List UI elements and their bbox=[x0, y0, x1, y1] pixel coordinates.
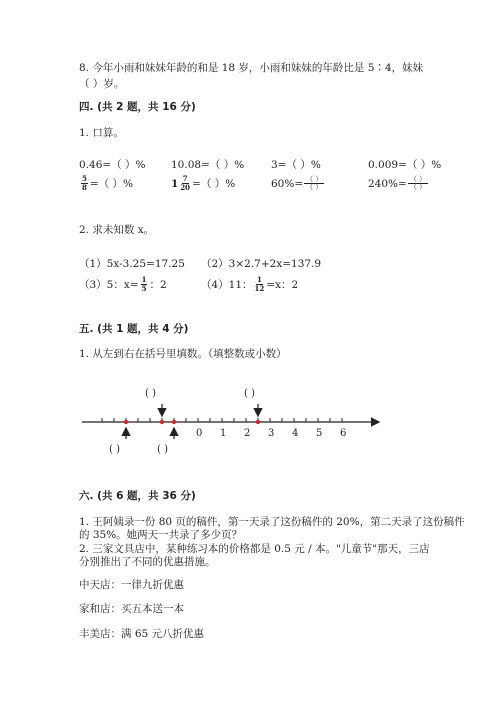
number-line-figure bbox=[0, 380, 500, 460]
red-point bbox=[160, 420, 164, 424]
q2-line2: 分别推出了不同的优惠措施。 bbox=[79, 556, 216, 568]
equation-4: （4）11： $\frac{1}{12}$ =x：2 bbox=[201, 275, 299, 293]
red-point bbox=[124, 420, 128, 424]
fraction-1-12: $\frac{1}{12}$ bbox=[254, 275, 265, 293]
store-fengmei: 丰美店：满 65 元八折优惠 bbox=[79, 628, 205, 640]
blank-fraction: （ ） （ ） bbox=[306, 175, 323, 191]
q8-line2: （ ）岁。 bbox=[79, 78, 125, 90]
q1-line2: 的 35%。她两天一共录了多少页？ bbox=[79, 529, 243, 541]
answer-blank[interactable]: ( ) bbox=[145, 388, 156, 399]
blank-fraction: （ ） （ ） bbox=[409, 175, 427, 191]
equation-3: （3）5：x= $\frac{1}{5}$ ：2 bbox=[79, 275, 167, 293]
tick-label-4: 4 bbox=[292, 428, 299, 439]
store-zhongtian: 中天店：一律九折优惠 bbox=[79, 579, 184, 591]
tick-label-0: 0 bbox=[196, 428, 203, 439]
calc-r2c3: 60%= （ ） （ ） bbox=[271, 175, 323, 191]
q1-numberline-title: 1. 从左到右在括号里填数。（填整数或小数） bbox=[79, 348, 287, 360]
q1-oral-title: 1. 口算。 bbox=[79, 127, 124, 139]
tick-label-1: 1 bbox=[220, 428, 227, 439]
q2-line1: 2. 三家文具店中，某种练习本的价格都是 0.5 元 / 本。"儿童节"那天，三店 bbox=[79, 543, 430, 555]
fraction-5-8: $\frac{5}{8}$ bbox=[82, 174, 87, 192]
tick-label-3: 3 bbox=[268, 428, 275, 439]
red-point bbox=[172, 420, 176, 424]
q1-line1: 1. 王阿姨录一份 80 页的稿件，第一天录了这份稿件的 20%，第二天录了这份稿件 bbox=[79, 516, 465, 528]
q8-line1: 8. 今年小雨和妹妹年龄的和是 18 岁，小雨和妹妹的年龄比是 5∶4，妹妹 bbox=[79, 62, 424, 74]
q2-solve-title: 2. 求未知数 x。 bbox=[79, 224, 155, 236]
calc-r1c3: 3=（ ）% bbox=[271, 159, 321, 171]
calc-r2c1: $\frac{5}{8}$ =（ ）% bbox=[82, 174, 133, 192]
calc-r1c2: 10.08=（ ）% bbox=[171, 159, 245, 171]
calc-r2c2: 1 $\frac{7}{20}$ =（ ）% bbox=[171, 174, 236, 192]
fraction-1-5: $\frac{1}{5}$ bbox=[141, 275, 147, 293]
tick-label-5: 5 bbox=[316, 428, 323, 439]
section6-title: 六. (共 6 题，共 36 分) bbox=[79, 490, 196, 502]
store-jiahe: 家和店：买五本送一本 bbox=[79, 603, 184, 615]
answer-blank[interactable]: ( ) bbox=[244, 388, 255, 399]
calc-r1c1: 0.46=（ ）% bbox=[79, 159, 146, 171]
answer-blank[interactable]: ( ) bbox=[109, 444, 120, 455]
fraction-7-20: $\frac{7}{20}$ bbox=[180, 174, 191, 192]
tick-label-2: 2 bbox=[244, 428, 251, 439]
number-line-ticks bbox=[102, 418, 342, 422]
calc-r1c4: 0.009=（ ）% bbox=[368, 159, 442, 171]
equation-1: （1）5x-3.25=17.25 bbox=[79, 258, 185, 270]
section5-title: 五. (共 1 题，共 4 分) bbox=[79, 323, 189, 335]
section4-title: 四. (共 2 题，共 16 分) bbox=[79, 101, 196, 113]
tick-label-6: 6 bbox=[340, 428, 347, 439]
red-point bbox=[256, 420, 260, 424]
answer-blank[interactable]: ( ) bbox=[157, 444, 168, 455]
equation-2: （2）3×2.7+2x=137.9 bbox=[201, 258, 322, 270]
calc-r2c4: 240%= （ ） （ ） bbox=[368, 175, 427, 191]
